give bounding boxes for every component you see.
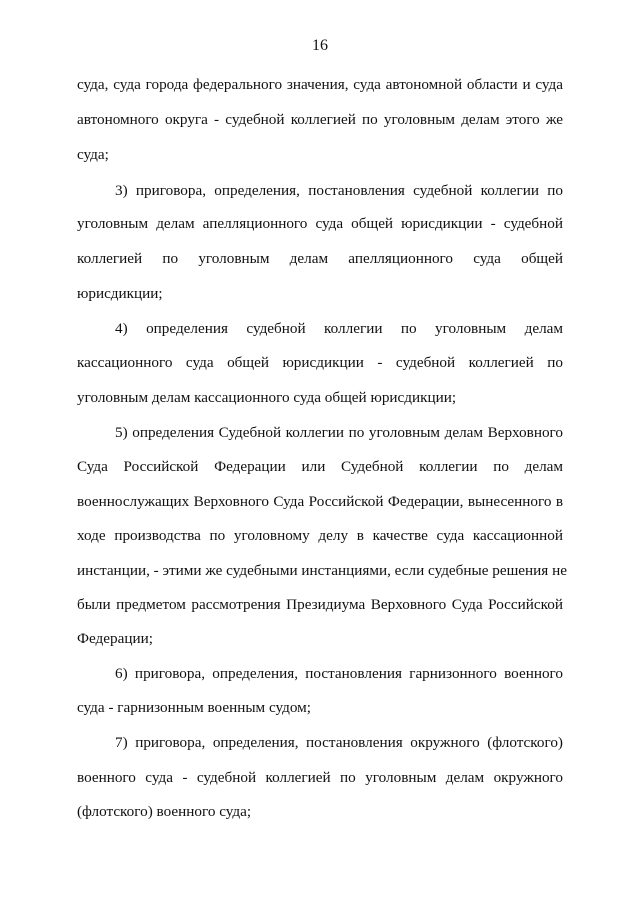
text-line: коллегией по уголовным делам апелляционного суда общей (77, 250, 563, 267)
text-line: 7) приговора, определения, постановления окружного (флотского) (115, 734, 563, 751)
text-line: суда; (77, 146, 109, 163)
text-line: ходе производства по уголовному делу в качестве суда кассационной (77, 527, 563, 544)
text-line: 6) приговора, определения, постановления гарнизонного военного (115, 665, 563, 682)
text-line: 5) определения Судебной коллегии по уголовным делам Верховного (115, 424, 563, 441)
text-line: были предметом рассмотрения Президиума Верховного Суда Российской (77, 596, 563, 613)
text-line: военного суда - судебной коллегией по уголовным делам окружного (77, 769, 563, 786)
text-line: (флотского) военного суда; (77, 803, 252, 820)
text-line: суда, суда города федерального значения, суда автономной области и суда (77, 76, 563, 93)
text-line: автономного округа - судебной коллегией по уголовным делам этого же (77, 111, 563, 128)
text-line: юрисдикции; (77, 285, 163, 302)
text-line: кассационного суда общей юрисдикции - судебной коллегией по (77, 354, 563, 371)
text-line: уголовным делам кассационного суда общей юрисдикции; (77, 389, 457, 406)
text-line: Федерации; (77, 630, 153, 647)
text-line: инстанции, - этими же судебными инстанциями, если судебные решения не (77, 562, 567, 579)
text-line: суда - гарнизонным военным судом; (77, 699, 311, 716)
text-line: военнослужащих Верховного Суда Российской Федерации, вынесенного в (77, 493, 563, 510)
text-line: 3) приговора, определения, постановления судебной коллегии по (115, 182, 563, 199)
text-line: Суда Российской Федерации или Судебной коллегии по делам (77, 458, 563, 475)
text-line: 4) определения судебной коллегии по уголовным делам (115, 320, 563, 337)
text-line: уголовным делам апелляционного суда общей юрисдикции - судебной (77, 215, 563, 232)
page-number: 16 (312, 37, 328, 54)
